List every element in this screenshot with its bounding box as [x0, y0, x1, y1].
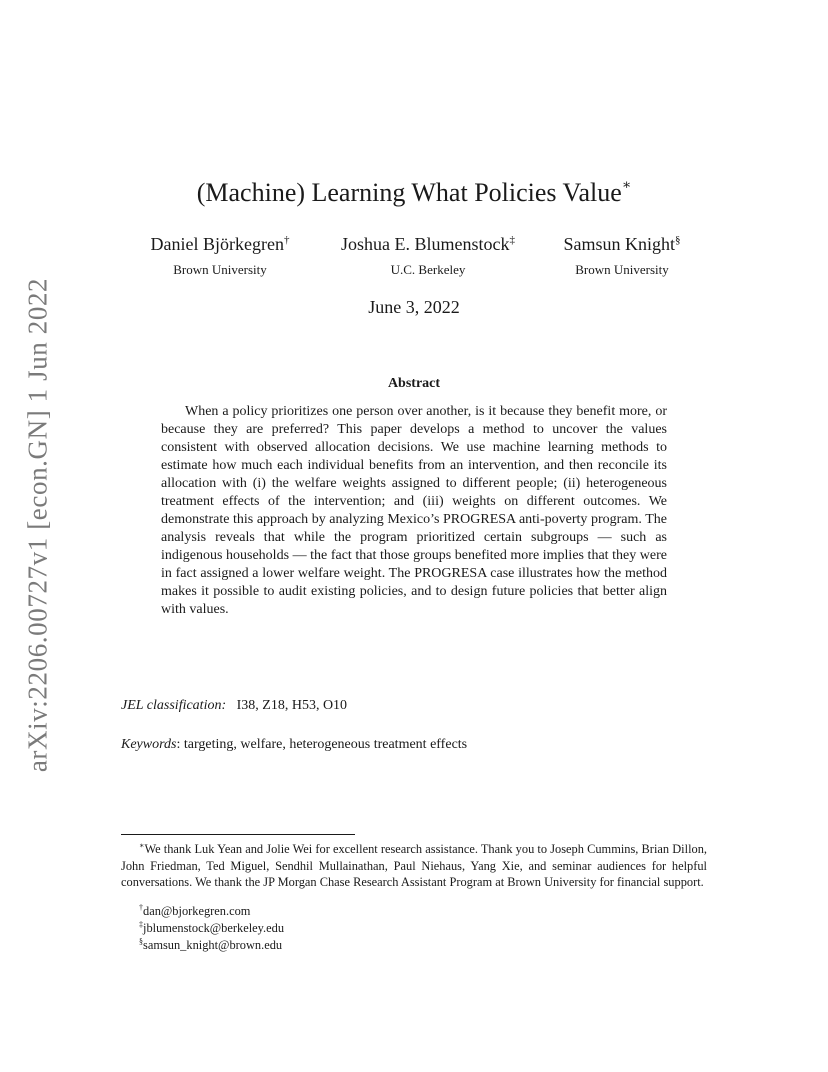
author-affiliation: Brown University [173, 262, 267, 277]
footnote-text: We thank Luk Yean and Jolie Wei for excellent research assistance. Thank you to Joseph Cummins, Brian Dillon, John Friedman, Ted Miguel, Sendhil Mullainathan, Paul Niehaus, Yang Xie, and seminar audiences for helpful conversations. We thank the JP Morgan Chase Research Assistant Program at Brown University for financial support. [121, 842, 707, 889]
email-footnote-3: §samsun_knight@brown.edu [139, 937, 283, 952]
author-name: Joshua E. Blumenstock‡ [341, 234, 515, 254]
author-name: Daniel Björkegren† [150, 234, 290, 254]
author-block-3 [556, 234, 688, 278]
keywords-values: : targeting, welfare, heterogeneous treatment effects [176, 737, 468, 752]
title-text: (Machine) Learning What Policies Value [196, 178, 622, 207]
title-footnote-mark: ∗ [621, 178, 632, 193]
keywords [121, 737, 467, 753]
author-affiliation: U.C. Berkeley [390, 262, 466, 277]
author-name: Samsun Knight§ [563, 234, 681, 254]
publication-date: June 3, 2022 [368, 297, 460, 317]
acknowledgement-footnote [121, 838, 707, 891]
author-email[interactable]: samsun_knight@brown.edu [143, 938, 283, 952]
paper-title [0, 177, 828, 208]
keywords-label: Keywords [121, 737, 177, 752]
email-footnote-1: †dan@bjorkegren.com [139, 903, 251, 918]
footnote-mark: ∗ [139, 841, 145, 850]
author-email[interactable]: dan@bjorkegren.com [143, 904, 251, 918]
jel-classification [121, 698, 347, 714]
jel-codes: I38, Z18, H53, O10 [236, 698, 348, 713]
author-block-1 [140, 234, 300, 278]
abstract-text: When a policy prioritizes one person over another, is it because they benefit more, or because they are preferred? This paper develops a method to uncover the values consistent with observed allocation decisions. We use machine learning methods to estimate how much each individual benefits from an intervention, and then reconcile its allocation with (i) the welfare weights assigned to different people; (ii) heterogeneous treatment effects of the intervention; and (iii) weights on different outcomes. We demonstrate this approach by analyzing Mexico’s PROGRESA anti-poverty program. The analysis reveals that while the program prioritized certain subgroups — such as indigenous households — the fact that those groups benefited more implies that they were in fact assigned a lower welfare weight. The PROGRESA case illustrates how the method makes it possible to audit existing policies, and to design future policies that better align with values. [161, 404, 667, 617]
arxiv-identifier-stamp: arXiv:2206.00727v1 [econ.GN] 1 Jun 2022 [22, 277, 53, 773]
footnote-rule [121, 834, 355, 835]
email-footnote-2: ‡jblumenstock@berkeley.edu [139, 920, 285, 935]
author-email[interactable]: jblumenstock@berkeley.edu [143, 921, 285, 935]
author-affiliation: Brown University [575, 262, 669, 277]
author-block-2 [326, 234, 530, 278]
abstract-heading: Abstract [387, 376, 441, 391]
jel-label: JEL classification: [121, 698, 227, 713]
